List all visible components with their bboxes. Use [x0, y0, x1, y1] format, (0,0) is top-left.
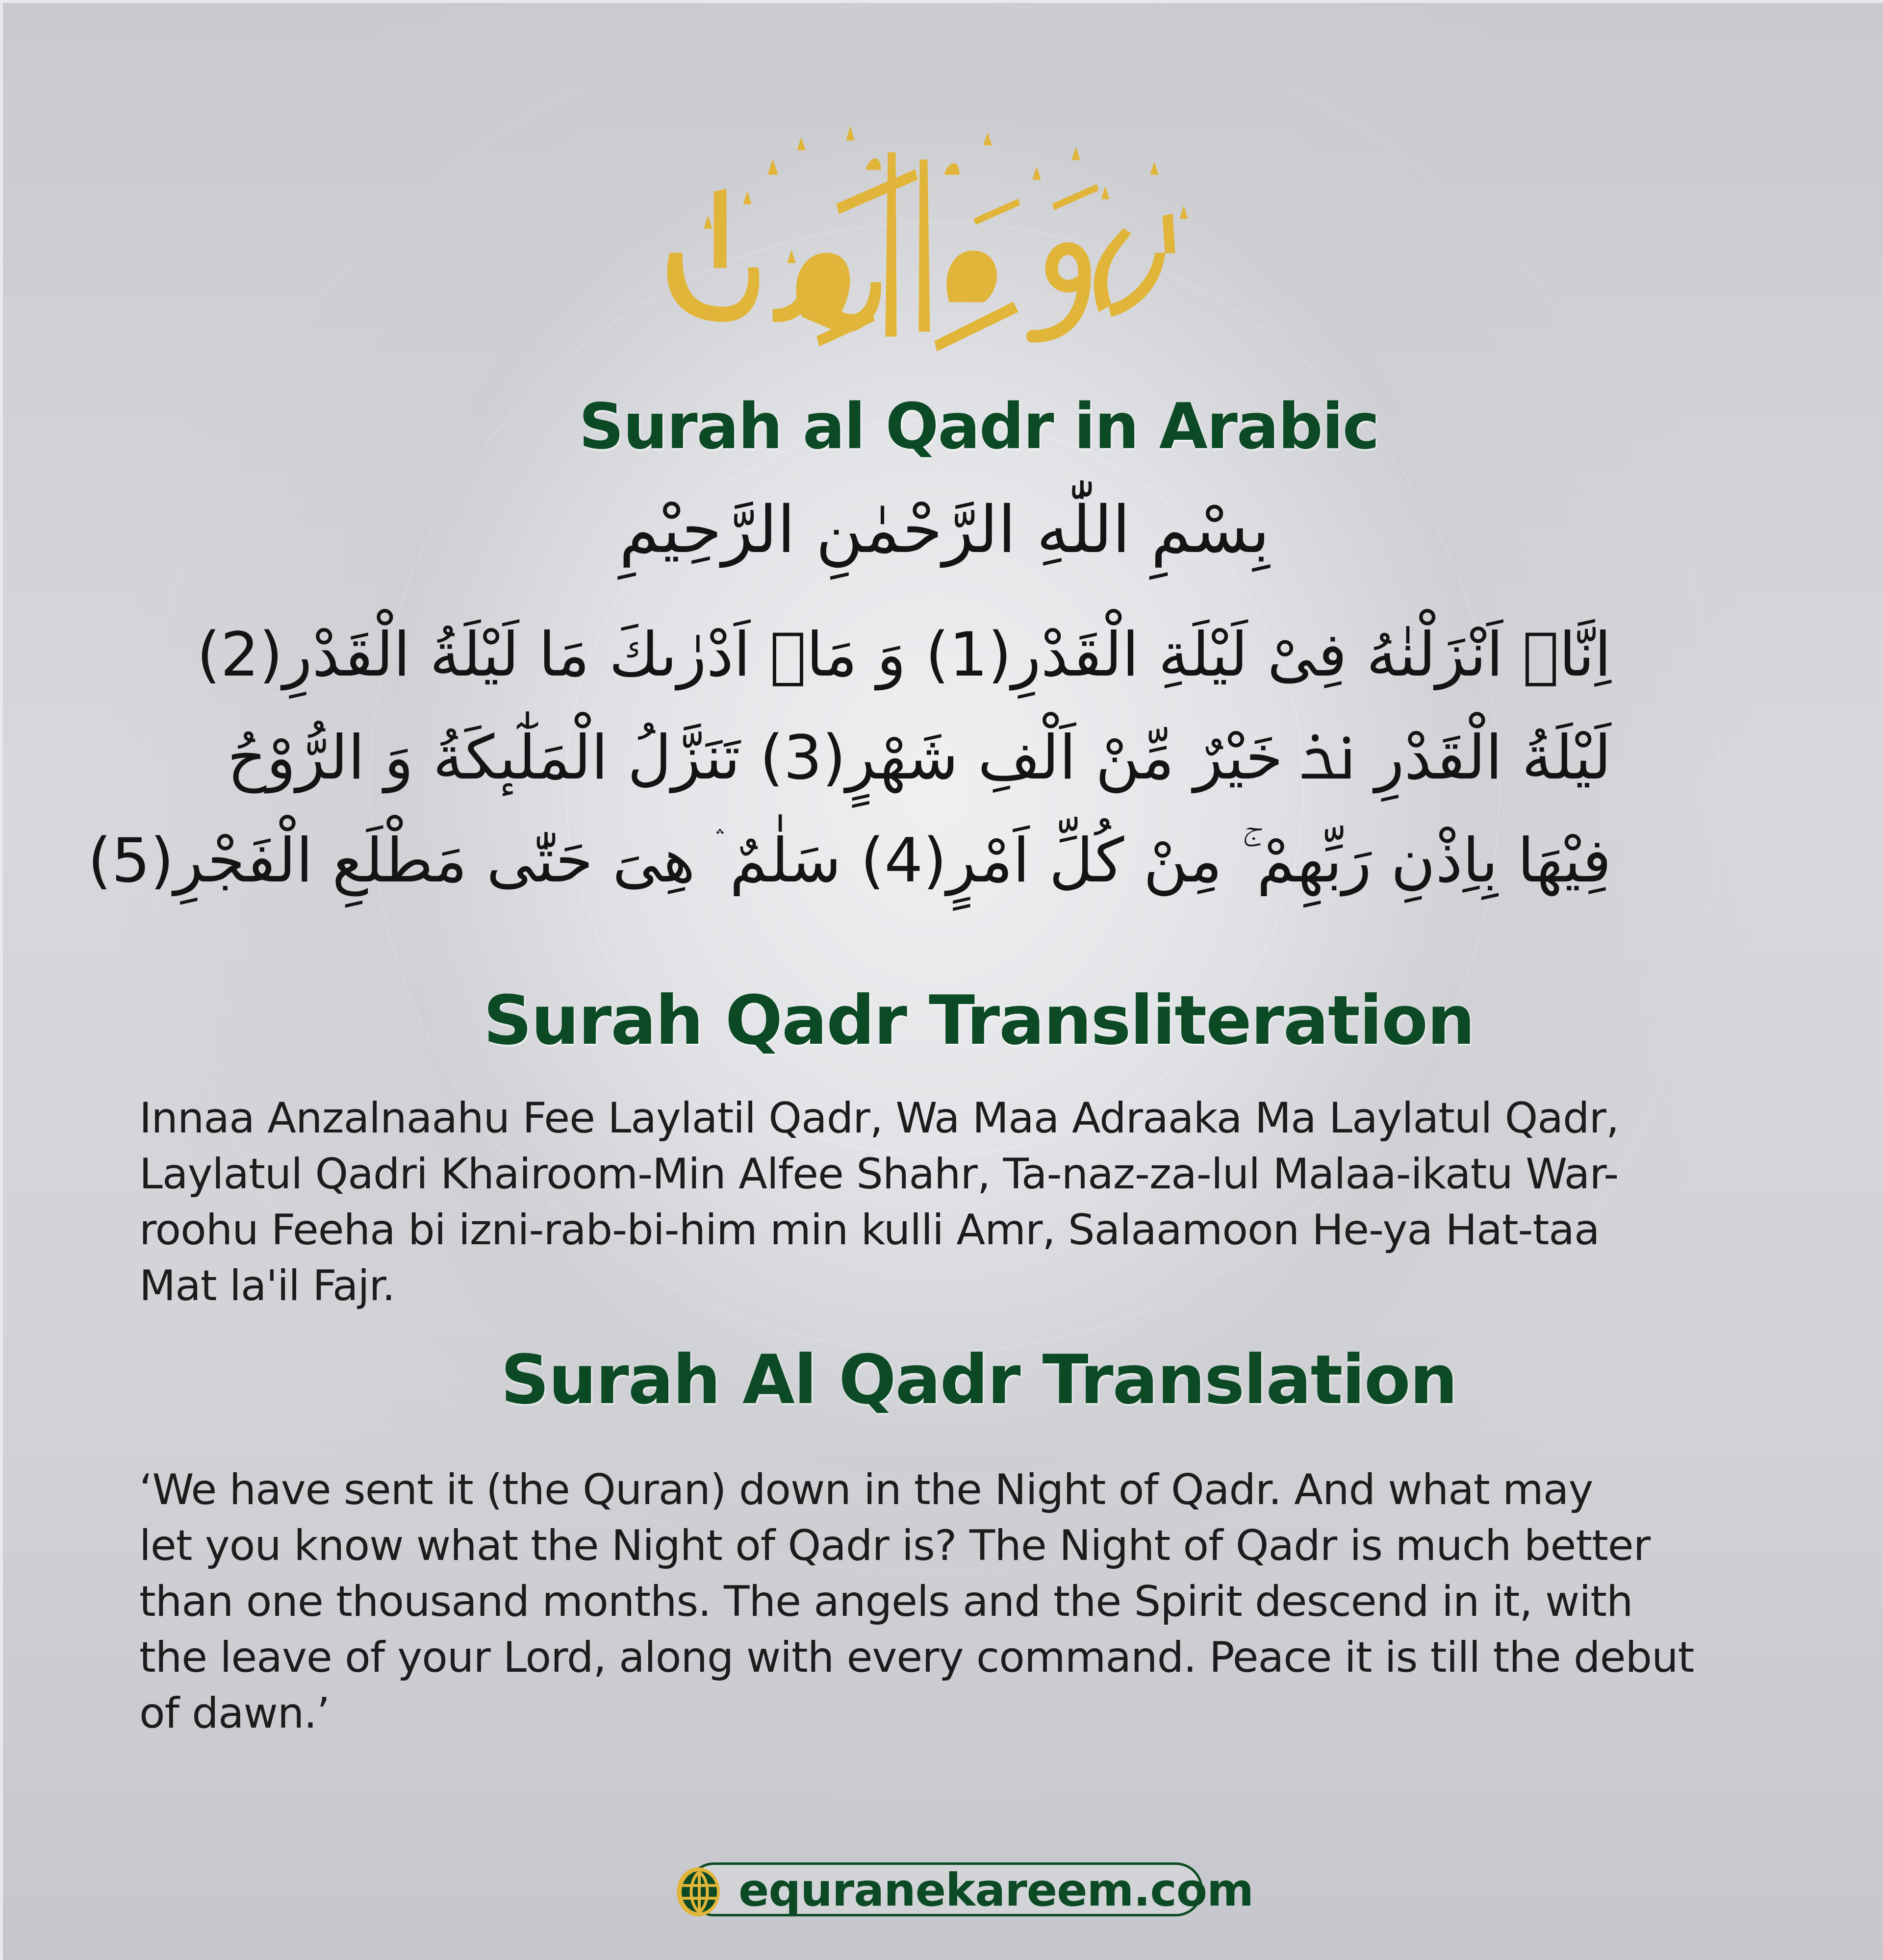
text-line: Laylatul Qadri Khairoom-Min Alfee Shahr, Ta-naz-za-lul Malaa-ikatu War-	[139, 1150, 1619, 1199]
section-heading-transliteration: Surah Qadr Transliteration	[483, 981, 1475, 1060]
text-line: than one thousand months. The angels and the Spirit descend in it, with	[139, 1577, 1633, 1626]
text-line: of dawn.’	[139, 1689, 330, 1738]
ayah-line: فِیْهَا بِاِذْنِ رَبِّهِمْ ۚ مِنْ كُلِّ اَمْرٍ(4) سَلٰمٌ ۛ هِیَ حَتّٰى مَطْلَعِ الْفَجْرِ(5)	[87, 826, 1611, 896]
text-line: ‘We have sent it (the Quran) down in the Night of Qadr. And what may	[139, 1465, 1593, 1514]
text-line: roohu Feeha bi izni-rab-bi-him min kulli Amr, Salaamoon He-ya Hat-taa	[139, 1206, 1600, 1255]
bismillah-text: بِسْمِ اللّٰهِ الرَّحْمٰنِ الرَّحِيْمِ	[619, 492, 1270, 568]
ayah-line: اِنَّاۤ اَنْزَلْنٰهُ فِیْ لَیْلَةِ الْقَدْرِ(1) وَ مَاۤ اَدْرٰىكَ مَا لَیْلَةُ الْقَدْرِ(2)	[197, 620, 1611, 690]
section-heading-translation: Surah Al Qadr Translation	[501, 1340, 1457, 1419]
text-line: let you know what the Night of Qadr is? The Night of Qadr is much better	[139, 1521, 1651, 1570]
text-line: Innaa Anzalnaahu Fee Laylatil Qadr, Wa Maa Adraaka Ma Laylatul Qadr,	[139, 1094, 1619, 1143]
text-line: Mat la'il Fajr.	[139, 1261, 395, 1310]
ayah-line: لَیْلَةُ الْقَدْرِ ﳔ خَیْرٌ مِّنْ اَلْفِ شَهْرٍ(3) تَنَزَّلُ الْمَلٰٓىٕكَةُ وَ الرُّوْحُ	[227, 723, 1611, 793]
website-url[interactable]: equranekareem.com	[738, 1864, 1253, 1916]
translation-paragraph	[139, 1462, 1836, 1741]
text-line: the leave of your Lord, along with every command. Peace it is till the debut	[139, 1633, 1694, 1682]
transliteration-paragraph	[139, 1090, 1836, 1314]
section-heading-arabic: Surah al Qadr in Arabic	[579, 390, 1379, 463]
globe-icon	[675, 1866, 722, 1918]
surah-title-calligraphy	[640, 106, 1199, 361]
